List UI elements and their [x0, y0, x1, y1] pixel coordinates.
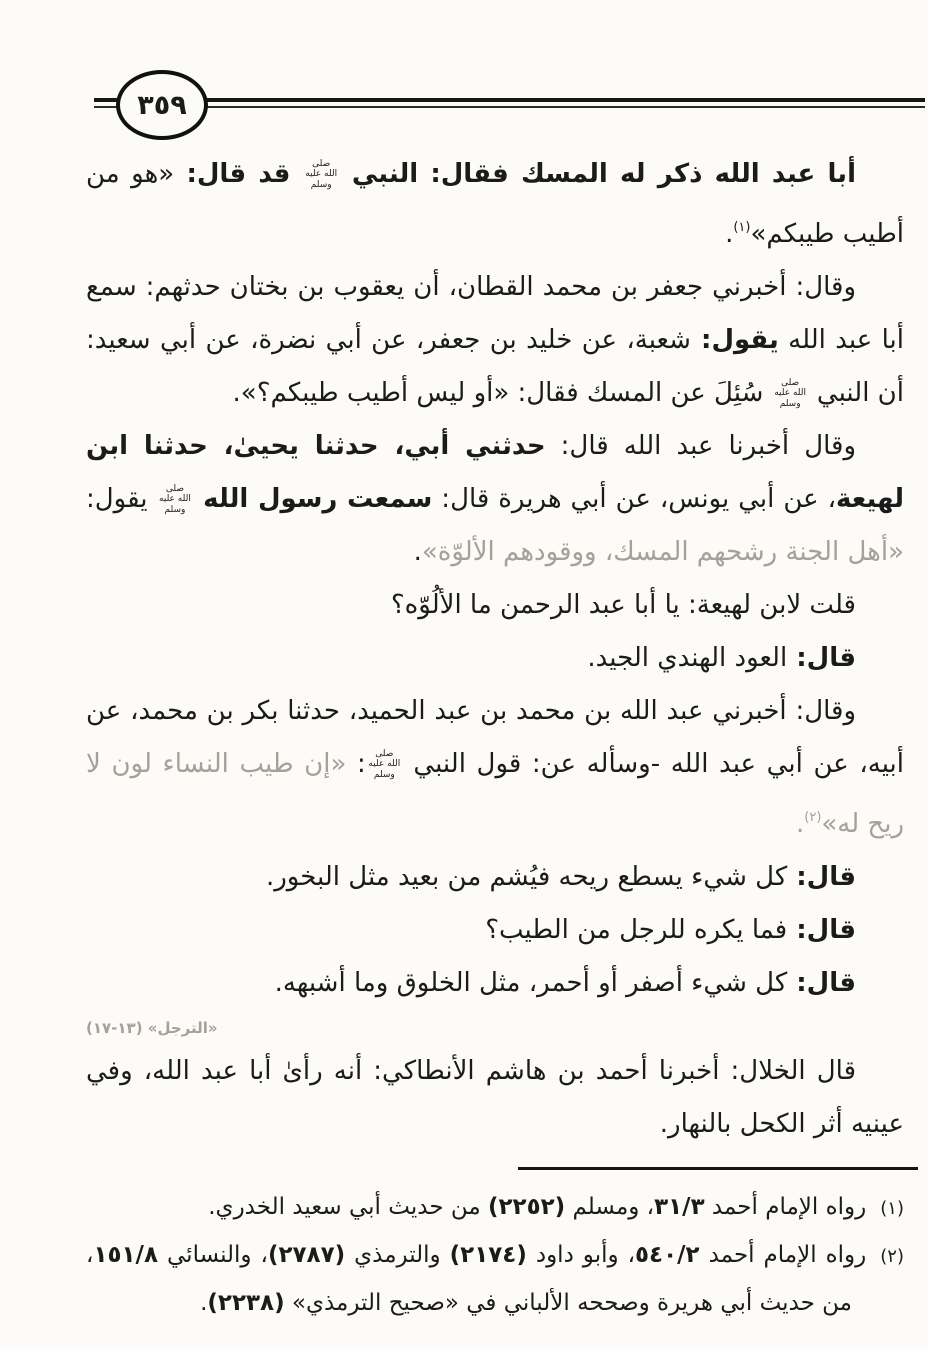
text-run: : [346, 749, 366, 779]
text-run: ، عن أبي يونس، عن أبي هريرة قال: [432, 484, 837, 514]
text-run: شعبة، عن خليد بن جعفر، عن أبي نضرة، عن أبي سعيد: أن النبي [86, 325, 904, 408]
text-run: «إن طيب النساء لون لا ريح له» [86, 749, 904, 839]
honorific-symbol: صلى الله عليه وسلم [368, 749, 401, 780]
text-run: ، ومسلم [565, 1194, 655, 1220]
text-run: (٢٢٥٢) [488, 1194, 566, 1220]
footnote-ref: (٢) [804, 810, 822, 825]
text-run: . [795, 809, 805, 839]
text-run: وقال: أخبرني عبد الله بن محمد بن عبد الحميد، حدثنا بكر بن محمد، عن أبيه، عن أبي عبد الله -وسأله عن: قول النبي [86, 696, 905, 779]
footnotes-block [86, 1184, 904, 1326]
paragraph [86, 261, 904, 420]
header-rule-thin [94, 106, 925, 108]
text-run: (٢٧٨٧) [267, 1242, 346, 1268]
text-run: قلت لابن لهيعة: يا أبا عبد الرحمن ما الألُوّه؟ [390, 590, 856, 620]
paragraph [86, 632, 904, 685]
header-rule-thick [94, 98, 925, 102]
text-run: ٥٤٠/٢ [635, 1242, 700, 1268]
text-run: كل شيء أصفر أو أحمر، مثل الخلوق وما أشبهه. [274, 968, 788, 998]
margin-note: «الترجل» (١٣-١٧) [86, 1019, 218, 1037]
text-run: (٢١٧٤) [449, 1242, 527, 1268]
text-run: قال: [787, 968, 856, 998]
honorific-symbol: صلى الله عليه وسلم [159, 484, 191, 515]
footnote-marker: (٢) [880, 1246, 904, 1267]
paragraph [86, 1045, 904, 1151]
paragraph [86, 420, 904, 579]
body-text [86, 148, 904, 1151]
text-run: ، من حديث أبي هريرة وصححه الألباني في «صحيح الترمذي» [86, 1242, 852, 1316]
paragraph [86, 851, 904, 904]
text-run: «هو من أطيب طيبكم» [86, 159, 904, 249]
text-run: . [725, 219, 734, 249]
text-run: قد قال: [174, 159, 303, 189]
honorific-symbol: صلى الله عليه وسلم [305, 159, 338, 190]
text-run: فما يكره للرجل من الطيب؟ [485, 915, 788, 945]
text-run: رواه الإمام أحمد [699, 1242, 867, 1268]
footnote-marker: (١) [880, 1198, 904, 1219]
paragraph [86, 904, 904, 957]
text-run: ، والنسائي [158, 1242, 268, 1268]
text-run: كل شيء يسطع ريحه فيُشم من بعيد مثل البخور. [265, 862, 788, 892]
paragraph [86, 957, 904, 1010]
text-run: قال الخلال: أخبرنا أحمد بن هاشم الأنطاكي: أنه رأىٰ أبا عبد الله، وفي عينيه أثر الكحل بالنهار. [86, 1056, 904, 1139]
text-run: . [200, 1290, 208, 1316]
text-run: من حديث أبي سعيد الخدري. [208, 1194, 488, 1220]
text-run: والترمذي [345, 1242, 450, 1268]
honorific-symbol: صلى الله عليه وسلم [774, 378, 807, 409]
text-run: قال: [787, 915, 856, 945]
paragraph [86, 148, 904, 261]
paragraph [86, 579, 904, 632]
text-run: العود الهندي الجيد. [587, 643, 788, 673]
text-run: (٢٢٣٨) [207, 1290, 285, 1316]
text-run: يقول: [86, 484, 157, 514]
text-run: يقول: [690, 325, 779, 355]
text-run: ، وأبو داود [526, 1242, 636, 1268]
page-number-badge [116, 70, 208, 140]
footnote-ref: (١) [733, 220, 751, 235]
footnote [86, 1184, 904, 1232]
page-content [86, 148, 904, 1326]
paragraph [86, 685, 904, 851]
text-run: ١٥١/٨ [93, 1242, 158, 1268]
text-run: حدثني أبي، حدثنا يحيىٰ، حدثنا ابن لهيعة [86, 431, 904, 514]
text-run: وقال: أخبرني جعفر بن محمد القطان، أن يعقوب بن بختان حدثهم: سمع أبا عبد الله [86, 272, 905, 355]
footnote [86, 1232, 904, 1326]
text-run: وقال أخبرنا عبد الله قال: [545, 431, 856, 461]
text-run: قال: [787, 862, 856, 892]
text-run: رواه الإمام أحمد [704, 1194, 867, 1220]
footnote-separator-rule [518, 1167, 918, 1170]
text-run: أبا عبد الله ذكر له المسك فقال: النبي [339, 159, 856, 189]
text-run: ٣١/٣ [654, 1194, 705, 1220]
text-run: سمعت رسول الله [193, 484, 433, 514]
text-run: . [413, 537, 422, 567]
text-run: «أهل الجنة رشحهم المسك، ووقودهم الألوّة» [421, 537, 904, 567]
page-number: ٣٥٩ [137, 89, 187, 121]
text-run: قال: [787, 643, 856, 673]
text-run: سُئِلَ عن المسك فقال: «أو ليس أطيب طيبكم؟». [232, 378, 772, 408]
